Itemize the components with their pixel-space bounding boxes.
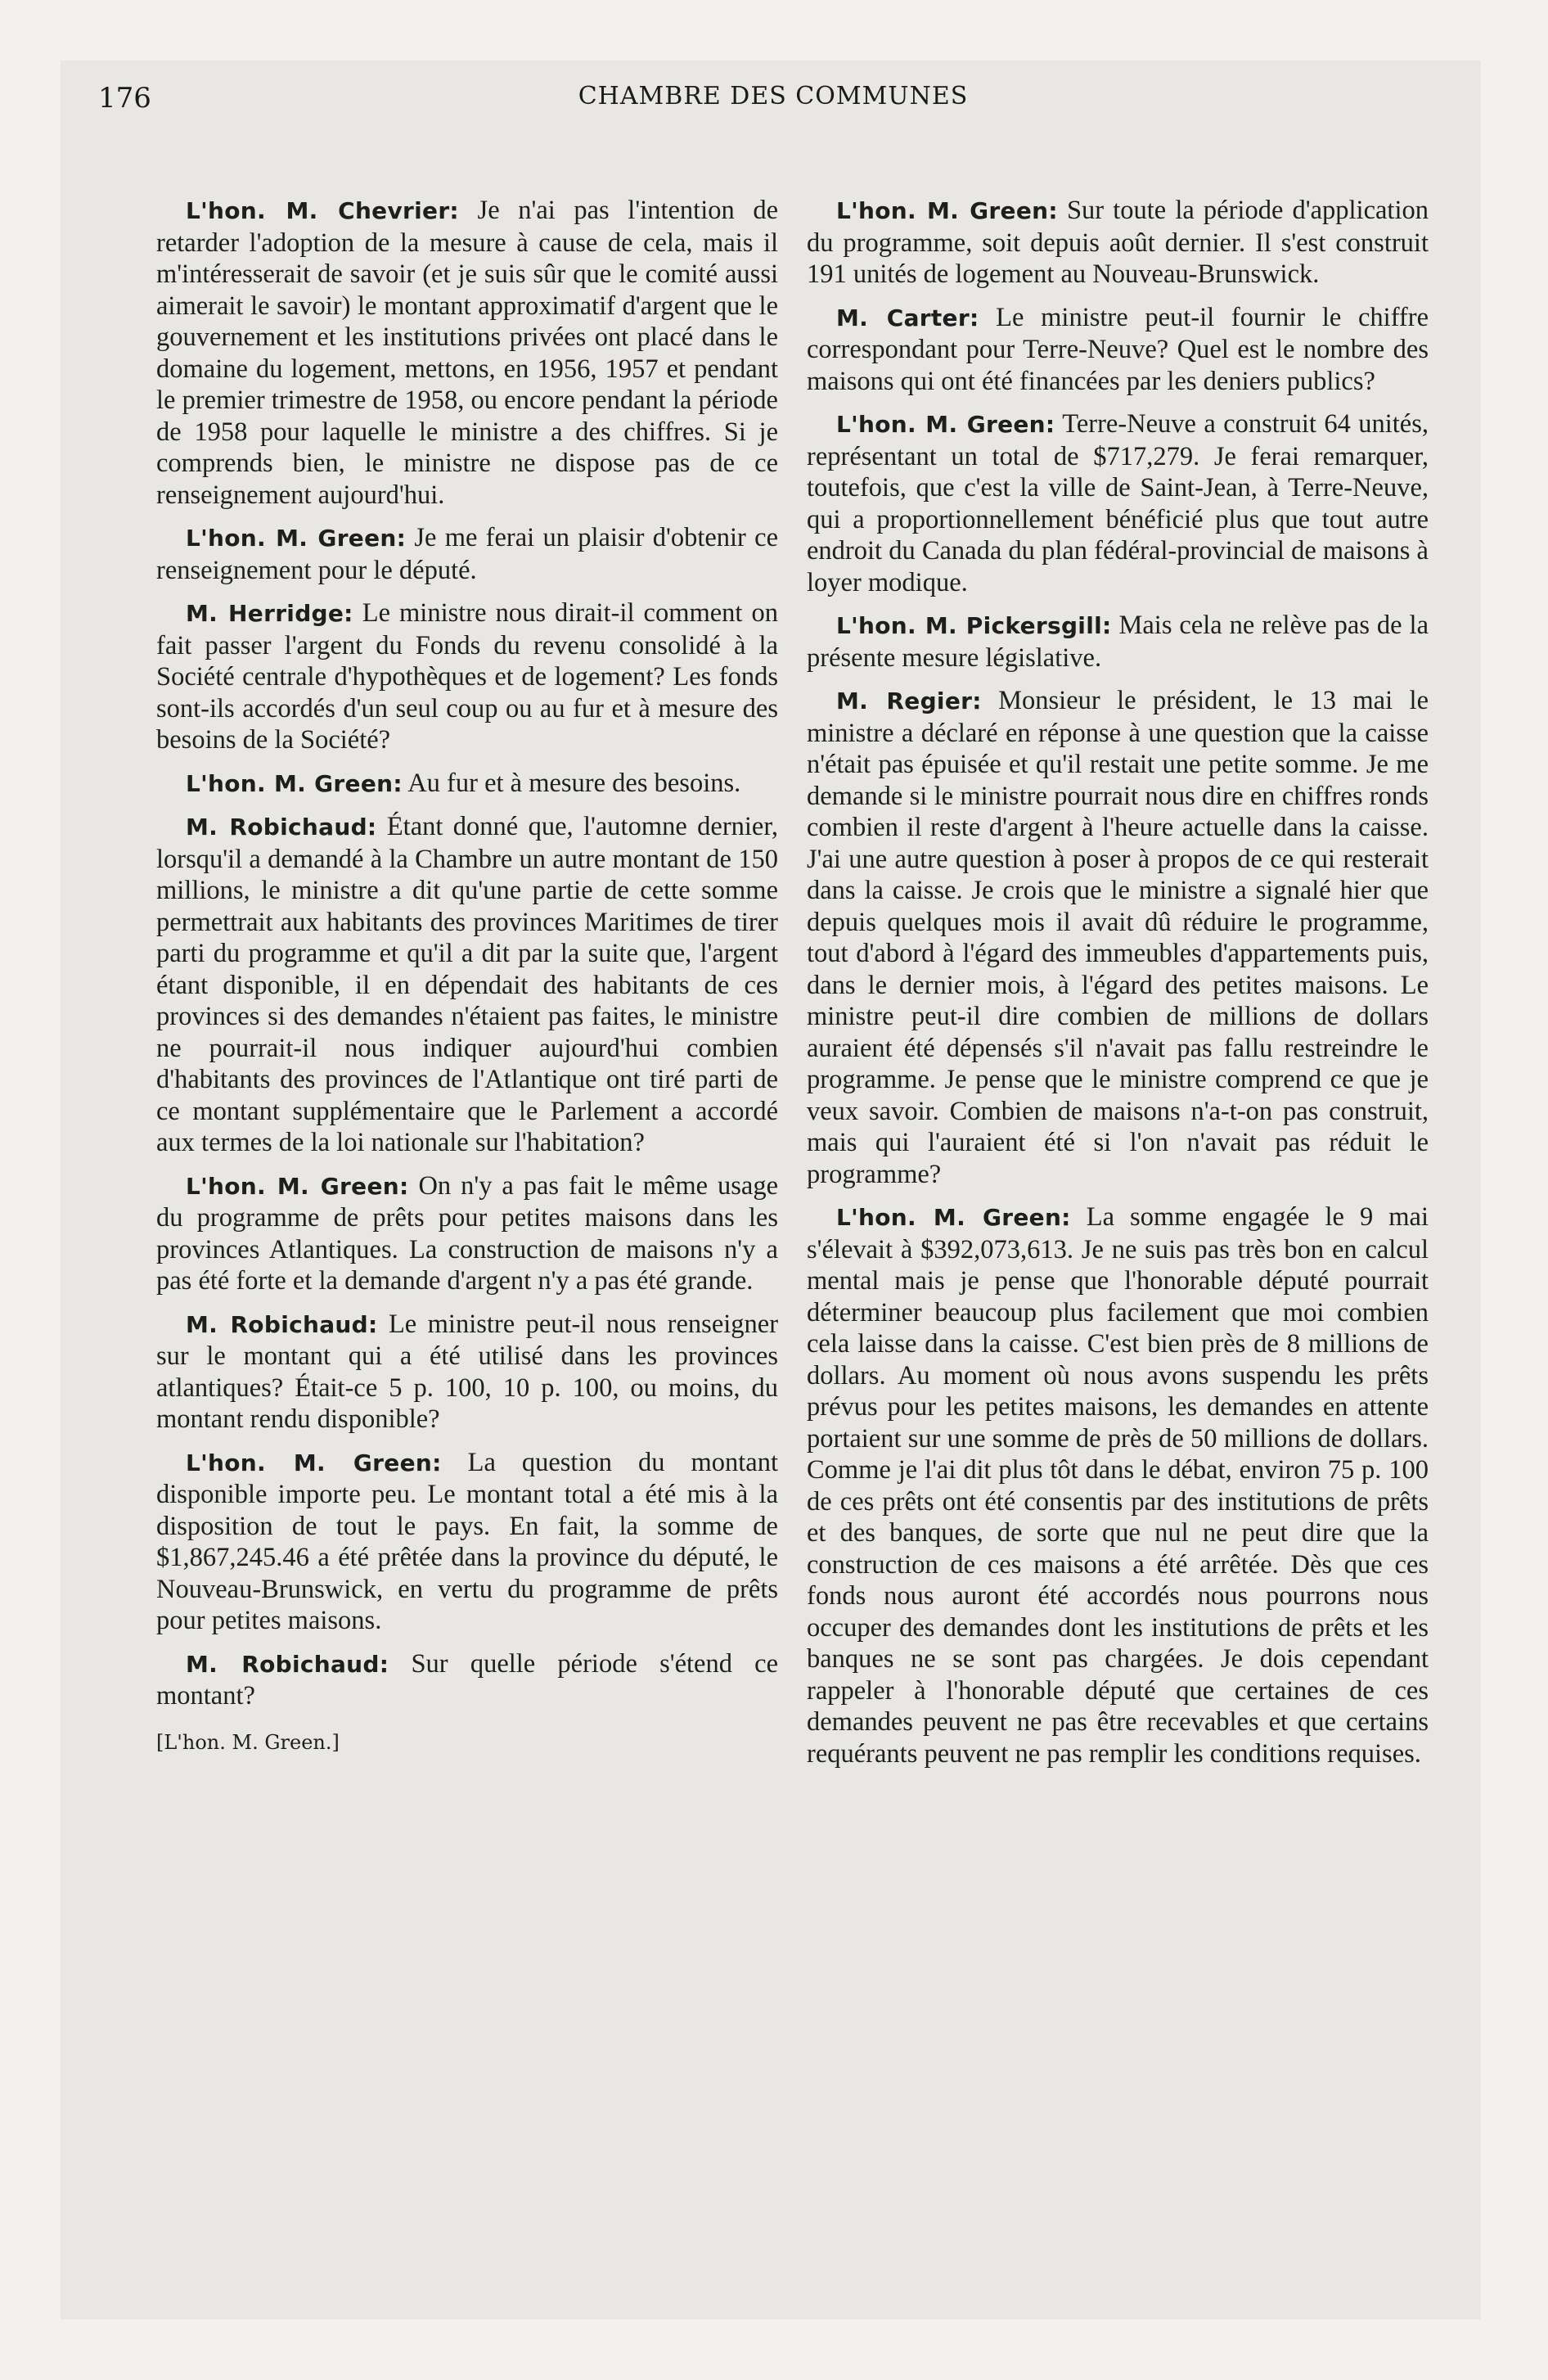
speaker-name: L'hon. M. Chevrier: — [186, 197, 459, 224]
speech-text: Terre-Neuve a construit 64 unités, représentant un total de $717,279. Je ferai remarquer, toutefois, que c'est la ville de Saint-Jean, à Terre-Neuve, qui a proportionnellement bénéficié plus que tout autre endroit du Canada du plan fédéral-provincial de maisons à loyer modique. — [807, 409, 1429, 597]
speaker-name: L'hon. M. Green: — [836, 1204, 1071, 1231]
speech-paragraph — [156, 1447, 778, 1637]
speaker-name: M. Regier: — [836, 687, 982, 714]
speech-paragraph — [807, 302, 1429, 398]
speech-paragraph — [807, 685, 1429, 1190]
speaker-name: L'hon. M. Green: — [186, 1172, 409, 1200]
speech-paragraph — [807, 408, 1429, 598]
speech-text: La question du montant disponible importe peu. Le montant total a été mis à la disposition de tout le pays. En fait, la somme de $1,867,245.46 a été prêtée dans la province du député, le Nouveau-Brunswick, en vertu du programme de prêts pour petites maisons. — [156, 1447, 778, 1635]
speaker-name: M. Herridge: — [186, 600, 353, 627]
speech-text: Le ministre peut-il nous renseigner sur le montant qui a été utilisé dans les provinces atlantiques? Était-ce 5 p. 100, 10 p. 100, ou moins, du montant rendu disponible? — [156, 1309, 779, 1434]
speech-paragraph — [156, 811, 778, 1159]
speech-paragraph — [156, 1309, 778, 1436]
speech-text: On n'y a pas fait le même usage du programme de prêts pour petites maisons dans les provinces Atlantiques. La construction de maisons n'y a pas été forte et la demande d'argent n'y a pas été grande. — [156, 1170, 779, 1296]
page-number: 176 — [98, 82, 151, 115]
speech-paragraph — [156, 768, 778, 800]
speech-paragraph — [156, 1170, 778, 1297]
speech-text: Je me ferai un plaisir d'obtenir ce renseignement pour le député. — [156, 523, 778, 585]
left-column — [156, 195, 778, 1758]
speaker-name: L'hon. M. Green: — [836, 411, 1055, 438]
speech-text: Le ministre nous dirait-il comment on fait passer l'argent du Fonds du revenu consolidé à la Société centrale d'hypothèques et de logement? Les fonds sont-ils accordés d'un seul coup ou au fur et à mesure des besoins de la Société? — [156, 598, 778, 755]
speech-text: Monsieur le président, le 13 mai le ministre a déclaré en réponse à une question que la caisse n'était pas épuisée et qu'il restait une petite somme. Je me demande si le ministre pourrait nous dire en chiffres ronds combien il reste d'argent à l'heure actuelle dans la caisse. J'ai une autre question à poser à propos de ce qui resterait dans la caisse. Je crois que le ministre a signalé hier que depuis quelques mois il avait dû réduire le programme, tout d'abord à l'égard des immeubles d'appartements puis, dans le dernier mois, à l'égard des petites maisons. Le ministre peut-il dire combien de millions de dollars auraient été dépensés s'il n'avait pas fallu restreindre le programme. Je pense que le ministre comprend ce que je veux savoir. Combien de maisons n'a-t-on pas construit, mais qui l'auraient été si l'on n'avait pas réduit le programme? — [807, 686, 1429, 1189]
speaker-name: L'hon. M. Pickersgill: — [836, 612, 1112, 639]
speaker-name: M. Robichaud: — [186, 1310, 378, 1338]
speech-text: Étant donné que, l'automne dernier, lorsqu'il a demandé à la Chambre un autre montant de 150 millions, le ministre a dit qu'une partie de cette somme permettrait aux habitants des provinces Maritimes de tirer parti du programme et qu'il a dit par la suite que, l'argent étant disponible, il en dépendait des habitants de ces provinces si des demandes n'étaient pas faites, le ministre ne pourrait-il nous indiquer aujourd'hui combien d'habitants des provinces de l'Atlantique ont tiré parti de ce montant supplémentaire que le Parlement a accordé aux termes de la loi nationale sur l'habitation? — [156, 812, 778, 1157]
speech-paragraph — [156, 597, 778, 756]
speaker-name: M. Robichaud: — [186, 814, 377, 841]
running-head: CHAMBRE DES COMMUNES — [578, 82, 969, 110]
page-header — [98, 82, 1448, 123]
speech-paragraph — [807, 1201, 1429, 1769]
speech-text: La somme engagée le 9 mai s'élevait à $392,073,613. Je ne suis pas très bon en calcul mental mais je pense que l'honorable député pourrait déterminer beaucoup plus facilement que moi combien cela laisse dans la caisse. C'est bien près de 8 millions de dollars. Au moment où nous avons suspendu les prêts prévus pour les petites maisons, les demandes en attente portaient sur une somme de près de 50 millions de dollars. Comme je l'ai dit plus tôt dans le débat, environ 75 p. 100 de ces prêts ont été consentis par des institutions de prêts et des banques, de sorte que nul ne peut dire que la construction de ces maisons a été arrêtée. Dès que ces fonds nous auront été accordés nous pourrons nous occuper des demandes dont les institutions de prêts et les banques ne se sont pas chargées. Je dois cependant rappeler à l'honorable député que certaines de ces demandes peuvent ne pas être recevables et que certains requérants peuvent ne pas remplir les conditions requises. — [807, 1202, 1429, 1769]
speech-text: Sur toute la période d'application du programme, soit depuis août dernier. Il s'est construit 191 unités de logement au Nouveau-Brunswick. — [807, 196, 1429, 289]
speech-paragraph — [156, 522, 778, 586]
speech-text: Je n'ai pas l'intention de retarder l'adoption de la mesure à cause de cela, mais il m'intéresserait de savoir (et je suis sûr que le comité aussi aimerait le savoir) le montant approximatif d'argent que le gouvernement et les institutions privées ont placé dans le domaine du logement, mettons, en 1956, 1957 et pendant le premier trimestre de 1958, ou encore pendant la période de 1958 pour laquelle le ministre a des chiffres. Si je comprends bien, le ministre ne dispose pas de ce renseignement aujourd'hui. — [156, 196, 779, 510]
right-column — [807, 195, 1429, 1781]
speaker-name: L'hon. M. Green: — [836, 197, 1058, 224]
speech-paragraph — [807, 195, 1429, 291]
speech-paragraph — [156, 195, 778, 511]
speaker-name: L'hon. M. Green: — [186, 1449, 442, 1476]
speech-paragraph — [156, 1648, 778, 1712]
speaker-name: M. Robichaud: — [186, 1650, 389, 1678]
speech-text: Au fur et à mesure des besoins. — [407, 768, 741, 798]
footer-speaker-note: [L'hon. M. Green.] — [156, 1730, 340, 1754]
speaker-name: L'hon. M. Green: — [186, 525, 407, 552]
speech-text: Le ministre peut-il fournir le chiffre correspondant pour Terre-Neuve? Quel est le nombre des maisons qui ont été financées par les deniers publics? — [807, 302, 1429, 396]
speaker-name: L'hon. M. Green: — [186, 769, 403, 797]
speech-paragraph — [807, 610, 1429, 674]
speech-text: Mais cela ne relève pas de la présente mesure législative. — [807, 611, 1429, 673]
speaker-name: M. Carter: — [836, 304, 979, 331]
speech-text: Sur quelle période s'étend ce montant? — [156, 1648, 779, 1711]
